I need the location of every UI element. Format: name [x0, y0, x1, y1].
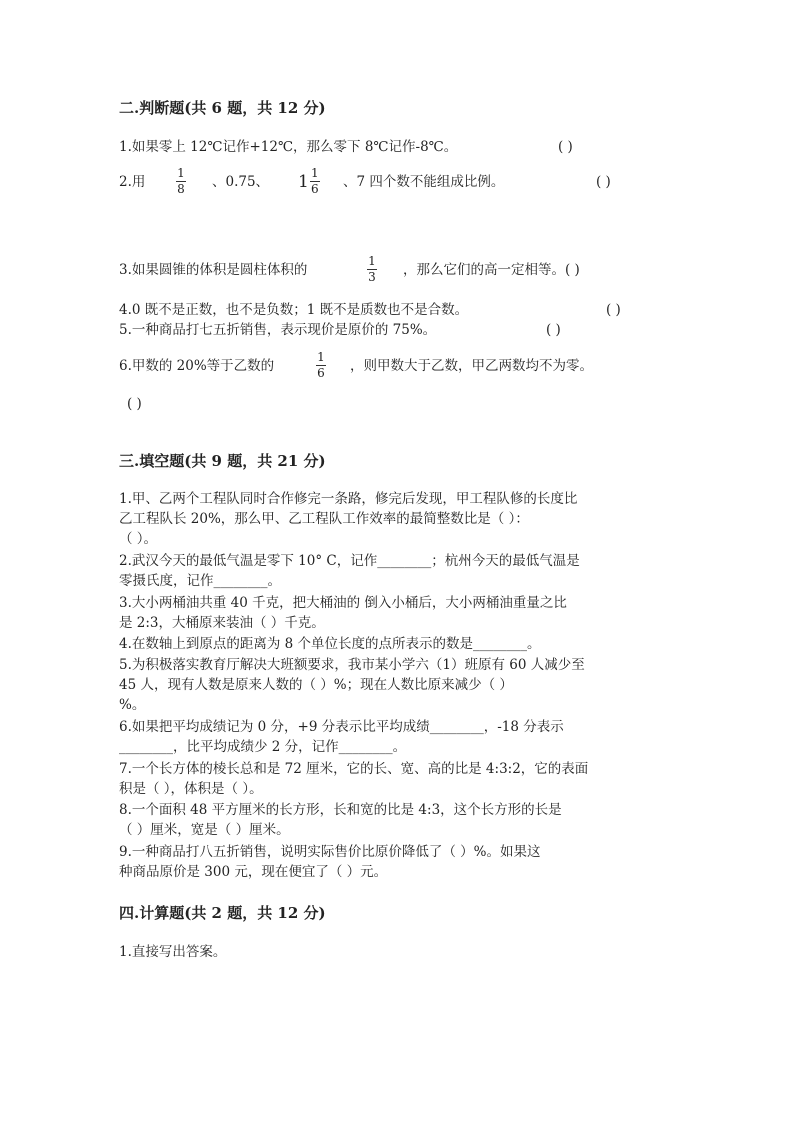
- fraction-denominator: 8: [177, 182, 185, 196]
- s3-line: 零摄氏度，记作________。: [119, 573, 281, 589]
- fraction-numerator: 1: [317, 350, 325, 364]
- s2-q6-suffix: ，则甲数大于乙数，甲乙两数均不为零。: [350, 358, 593, 374]
- s2-q4-answer-paren[interactable]: ( ): [606, 302, 621, 318]
- s3-line: 4.在数轴上到原点的距离为 8 个单位长度的点所表示的数是________。: [119, 636, 541, 652]
- fraction-denominator: 6: [317, 366, 325, 380]
- s3-line: 8.一个面积 48 平方厘米的长方形，长和宽的比是 4:3，这个长方形的长是: [119, 802, 562, 818]
- s3-line: 积是（ ），体积是（ ）。: [119, 781, 263, 797]
- s2-q3-suffix: ，那么它们的高一定相等。( ): [403, 262, 580, 278]
- s2-question-4: 4.0 既不是正数，也不是负数；1 既不是质数也不是合数。: [119, 302, 469, 318]
- s2-q6-prefix: 6.甲数的 20%等于乙数的: [119, 358, 275, 374]
- s3-line: 乙工程队长 20%，那么甲、乙工程队工作效率的最简整数比是（ ）：: [119, 511, 529, 527]
- fraction-numerator: 1: [177, 166, 185, 180]
- section3-heading: 三.填空题(共 9 题，共 21 分): [119, 452, 326, 470]
- s3-line: 7.一个长方体的棱长总和是 72 厘米，它的长、宽、高的比是 4:3:2，它的表面: [119, 761, 589, 777]
- s3-line: 2.武汉今天的最低气温是零下 10° C，记作________；杭州今天的最低气温是: [119, 553, 580, 569]
- fraction-denominator: 3: [368, 270, 376, 284]
- s4-question-1: 1.直接写出答案。: [119, 944, 227, 960]
- s3-line: （ ）。: [119, 531, 158, 547]
- s2-q2-prefix: 2.用: [119, 174, 146, 190]
- s3-line: 1.甲、乙两个工程队同时合作修完一条路，修完后发现，甲工程队修的长度比: [119, 491, 578, 507]
- s2-q3-prefix: 3.如果圆锥的体积是圆柱体积的: [119, 262, 308, 278]
- s3-line: 6.如果把平均成绩记为 0 分，+9 分表示比平均成绩________，-18 分表示: [119, 719, 564, 735]
- s2-question-1: 1.如果零上 12℃记作+12℃，那么零下 8℃记作-8℃。: [119, 139, 458, 155]
- s3-line: （ ）厘米，宽是（ ）厘米。: [119, 822, 290, 838]
- s3-line: %。: [119, 697, 146, 713]
- s2-q3-fraction: [367, 255, 377, 284]
- fraction-numerator: 1: [311, 166, 319, 180]
- s2-q2-fraction: [176, 167, 186, 196]
- s2-q1-answer-paren[interactable]: ( ): [558, 139, 573, 155]
- s3-line: 3.大小两桶油共重 40 千克，把大桶油的 倒入小桶后，大小两桶油重量之比: [119, 595, 567, 611]
- s2-q6-answer-paren[interactable]: ( ): [127, 396, 142, 412]
- s2-q2-mixed-number: [298, 167, 320, 196]
- mixed-fraction: [310, 167, 320, 196]
- mixed-whole: 1: [298, 171, 309, 192]
- fraction-denominator: 6: [311, 182, 319, 196]
- fraction-numerator: 1: [368, 254, 376, 268]
- s3-line: 种商品原价是 300 元，现在便宜了（ ）元。: [119, 864, 388, 880]
- s2-q2-suffix: 、7 四个数不能组成比例。: [343, 174, 505, 190]
- s2-question-5: 5.一种商品打七五折销售，表示现价是原价的 75%。: [119, 322, 437, 338]
- s2-q6-fraction: [316, 351, 326, 380]
- section4-heading: 四.计算题(共 2 题，共 12 分): [119, 904, 326, 922]
- s2-q2-answer-paren[interactable]: ( ): [596, 174, 611, 190]
- s2-q5-answer-paren[interactable]: ( ): [546, 322, 561, 338]
- s3-line: 9.一种商品打八五折销售，说明实际售价比原价降低了（ ）%。如果这: [119, 844, 541, 860]
- s3-line: 是 2:3，大桶原来装油（ ）千克。: [119, 615, 325, 631]
- s2-q2-middle: 、0.75、: [212, 174, 270, 190]
- s3-line: 5.为积极落实教育厅解决大班额要求，我市某小学六（1）班原有 60 人减少至: [119, 657, 585, 673]
- s3-line: 45 人，现有人数是原来人数的（ ）%；现在人数比原来减少（ ）: [119, 677, 513, 693]
- section2-heading: 二.判断题(共 6 题，共 12 分): [119, 99, 326, 117]
- s3-line: ________，比平均成绩少 2 分，记作________。: [119, 739, 407, 755]
